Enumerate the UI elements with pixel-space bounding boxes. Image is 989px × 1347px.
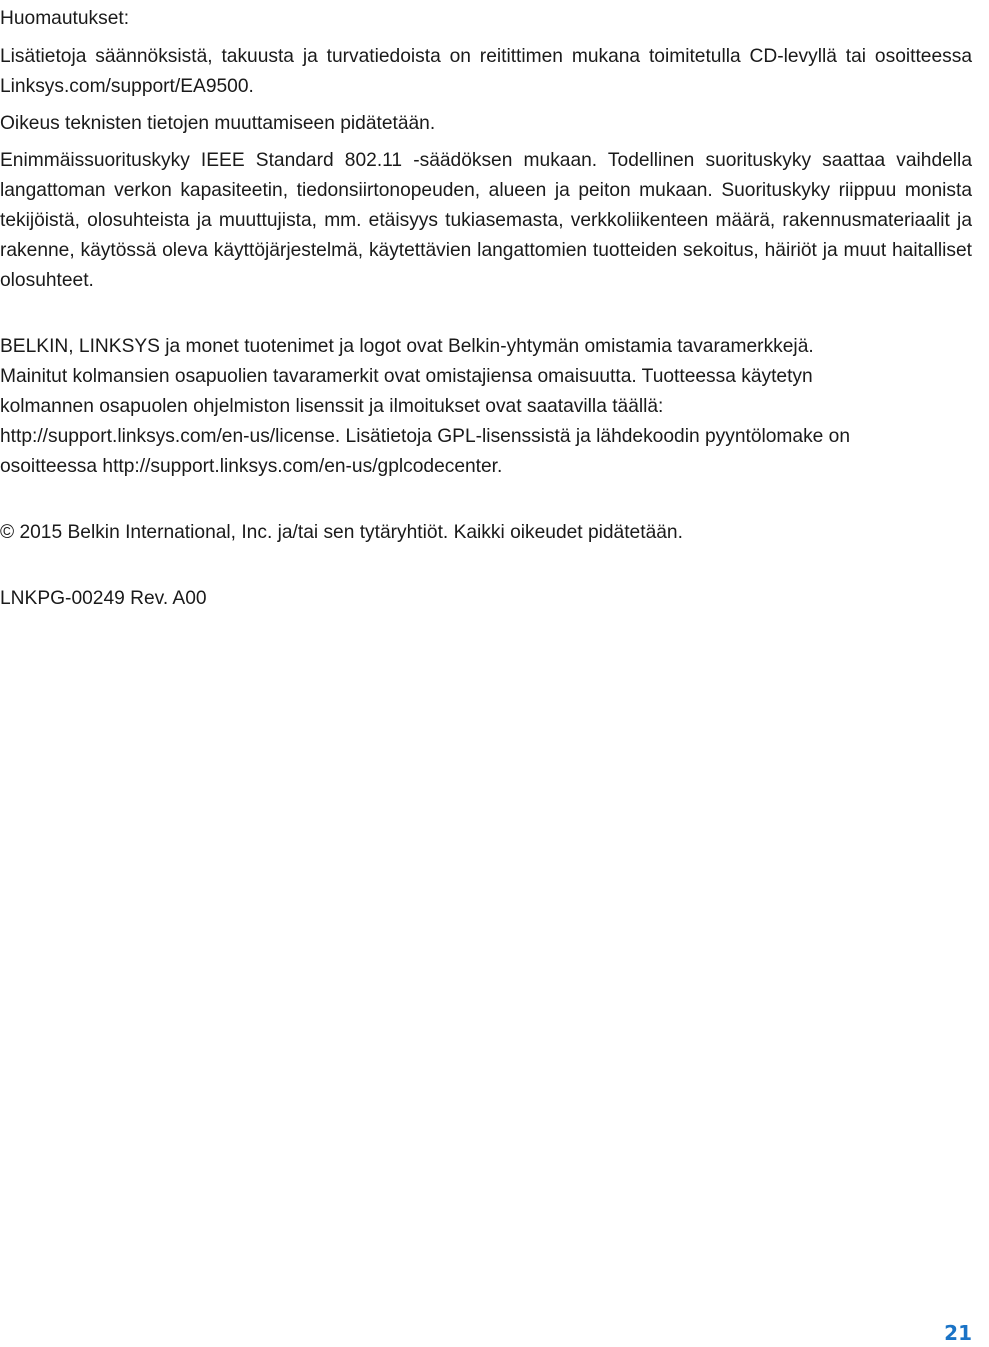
trademark-line: kolmannen osapuolen ohjelmiston lisenssit ja ilmoitukset ovat saatavilla täällä: — [0, 396, 664, 417]
trademark-line: Mainitut kolmansien osapuolien tavaramerkit ovat omistajiensa omaisuutta. Tuotteessa käytetyn — [0, 366, 813, 387]
document-code: LNKPG-00249 Rev. A00 — [0, 588, 207, 609]
copyright-notice: © 2015 Belkin International, Inc. ja/tai sen tytäryhtiöt. Kaikki oikeudet pidätetään. — [0, 522, 683, 543]
document-page — [0, 0, 972, 614]
page-number: 21 — [944, 1321, 972, 1345]
performance-note: Enimmäissuorituskyky IEEE Standard 802.11 -säädöksen mukaan. Todellinen suorituskyky saattaa vaihdella langattoman verkon kapasiteetin, tiedonsiirtonopeuden, alueen ja peiton mukaan. Suorituskyky riippuu monista tekijöistä, olosuhteista ja muuttujista, mm. etäisyys tukiasemasta, verkkoliikenteen määrä, rakennusmateriaalit ja rakenne, käytössä oleva käyttöjärjestelmä, käytettävien langattomien tuotteiden sekoitus, häiriöt ja muut haitalliset olosuhteet. — [0, 150, 972, 291]
notes-heading: Huomautukset: — [0, 8, 130, 29]
trademark-line: http://support.linksys.com/en-us/license. Lisätietoja GPL-lisenssistä ja lähdekoodin pyyntölomake on — [0, 426, 851, 447]
regulatory-note: Lisätietoja säännöksistä, takuusta ja turvatiedoista on reitittimen mukana toimitetulla CD-levyllä tai osoitteessa Linksys.com/support/EA9500. — [0, 46, 972, 97]
trademark-line: BELKIN, LINKSYS ja monet tuotenimet ja logot ovat Belkin-yhtymän omistamia tavaramerkkejä. — [0, 336, 814, 357]
trademark-line: osoitteessa http://support.linksys.com/en-us/gplcodecenter. — [0, 456, 503, 477]
trademark-notice — [0, 332, 972, 482]
specs-change-note: Oikeus teknisten tietojen muuttamiseen pidätetään. — [0, 113, 436, 134]
